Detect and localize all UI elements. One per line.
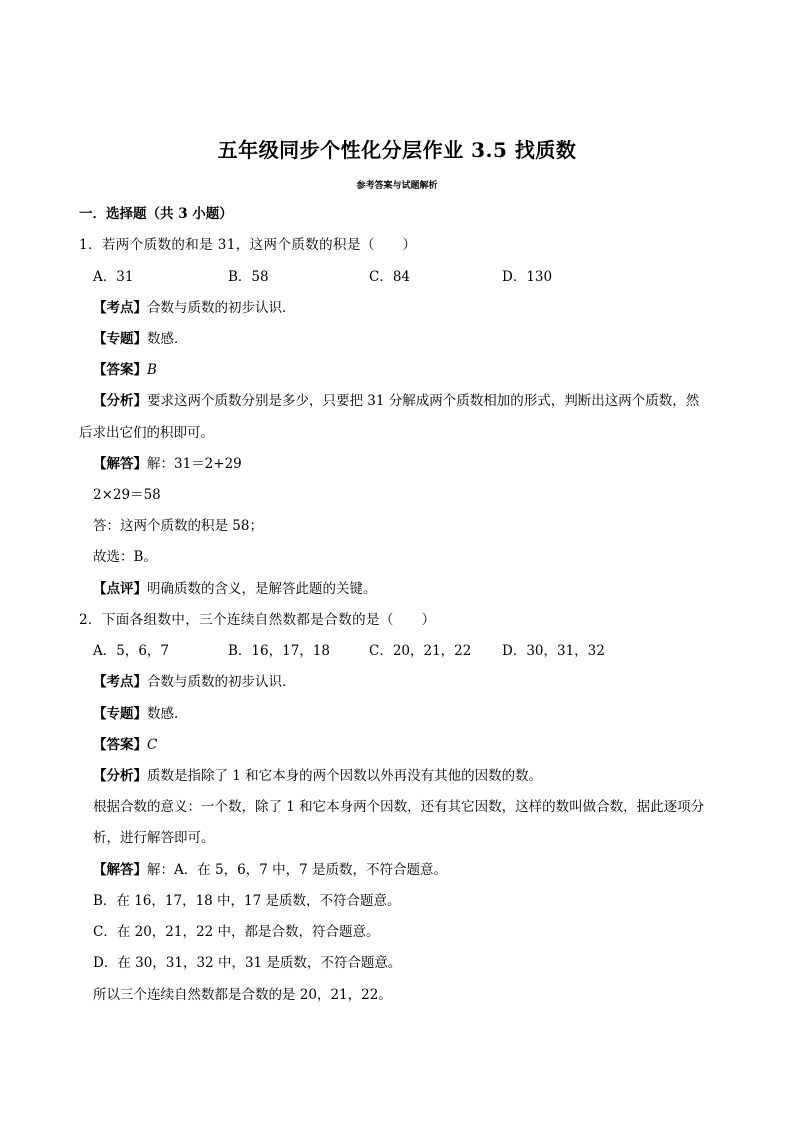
q2-jieda-line-5: 所以三个连续自然数都是合数的是 20，21，22。 (93, 987, 392, 1003)
question-2-stem: 2．下面各组数中，三个连续自然数都是合数的是（ ） (79, 612, 436, 628)
q2-fenxi-line-3: 析，进行解答即可。 (93, 830, 215, 846)
q1-jieda-line-4: 故选：B。 (93, 549, 157, 565)
q2-option-c: C．20，21，22 (369, 643, 472, 659)
q2-answer (93, 735, 157, 755)
q2-zhuanti (93, 704, 188, 724)
q1-answer-tag: 【答案】 (93, 362, 147, 378)
q1-dianping (93, 579, 377, 599)
q2-jieda-line-3: C．在 20，21，22 中，都是合数，符合题意。 (93, 924, 380, 940)
q2-jieda-line-2: B．在 16，17，18 中，17 是质数，不符合题意。 (93, 893, 401, 909)
q2-fenxi-text-1: 质数是指除了 1 和它本身的两个因数以外再没有其他的因数的数。 (147, 768, 543, 784)
q1-dianping-text: 明确质数的含义，是解答此题的关键。 (147, 581, 377, 597)
q1-answer-text: B (147, 362, 157, 378)
q2-fenxi-line-2: 根据合数的意义：一个数，除了 1 和它本身两个因数，还有其它因数，这样的数叫做合数，据此逐项分 (93, 799, 705, 815)
q2-jieda-text-1: 解：A．在 5，6，7 中，7 是质数，不符合题意。 (147, 862, 447, 878)
q1-jieda-line-2: 2×29＝58 (93, 487, 161, 503)
q2-answer-tag: 【答案】 (93, 737, 147, 753)
q1-zhuanti-text: 数感． (147, 331, 188, 347)
q1-dianping-tag: 【点评】 (93, 581, 147, 597)
q1-kaodian (93, 298, 296, 318)
q1-jieda-line-3: 答：这两个质数的积是 58； (93, 518, 263, 534)
q2-fenxi-line-1 (93, 766, 542, 786)
q1-option-a: A．31 (93, 269, 134, 285)
q1-option-d: D．130 (502, 269, 553, 285)
q2-kaodian-text: 合数与质数的初步认识． (147, 674, 296, 690)
q1-fenxi-line-2: 后求出它们的积即可。 (79, 425, 214, 441)
q2-option-a: A．5，6，7 (93, 643, 170, 659)
q1-fenxi-text-1: 要求这两个质数分别是多少，只要把 31 分解成两个质数相加的形式，判断出这两个质数，然 (147, 393, 700, 409)
q2-jieda-line-4: D．在 30，31，32 中，31 是质数，不符合题意。 (93, 955, 402, 971)
q1-jieda-line-1 (93, 454, 242, 474)
page-subtitle: 参考答案与试题解析 (356, 181, 438, 191)
q2-zhuanti-text: 数感． (147, 706, 188, 722)
question-1-stem: 1．若两个质数的和是 31，这两个质数的积是（ ） (79, 237, 417, 253)
q2-zhuanti-tag: 【专题】 (93, 706, 147, 722)
q1-fenxi-tag: 【分析】 (93, 393, 147, 409)
q2-option-d: D．30，31，32 (502, 643, 605, 659)
q2-option-b: B．16，17，18 (228, 643, 330, 659)
q1-answer (93, 360, 157, 380)
section-heading: 一．选择题（共 3 小题） (79, 206, 233, 222)
q2-jieda-tag: 【解答】 (93, 862, 147, 878)
q1-fenxi-line-1 (93, 391, 699, 411)
q1-zhuanti (93, 329, 188, 349)
q1-jieda-text-1: 解：31＝2+29 (147, 456, 242, 472)
q1-kaodian-tag: 【考点】 (93, 300, 147, 316)
q2-jieda-line-1 (93, 860, 447, 880)
q1-zhuanti-tag: 【专题】 (93, 331, 147, 347)
q1-kaodian-text: 合数与质数的初步认识． (147, 300, 296, 316)
q2-kaodian (93, 672, 296, 692)
q2-answer-text: C (147, 737, 158, 753)
q2-kaodian-tag: 【考点】 (93, 674, 147, 690)
q2-fenxi-tag: 【分析】 (93, 768, 147, 784)
page-title: 五年级同步个性化分层作业 3.5 找质数 (217, 138, 577, 162)
q1-option-c: C．84 (369, 269, 411, 285)
q1-option-b: B．58 (228, 269, 269, 285)
q1-jieda-tag: 【解答】 (93, 456, 147, 472)
